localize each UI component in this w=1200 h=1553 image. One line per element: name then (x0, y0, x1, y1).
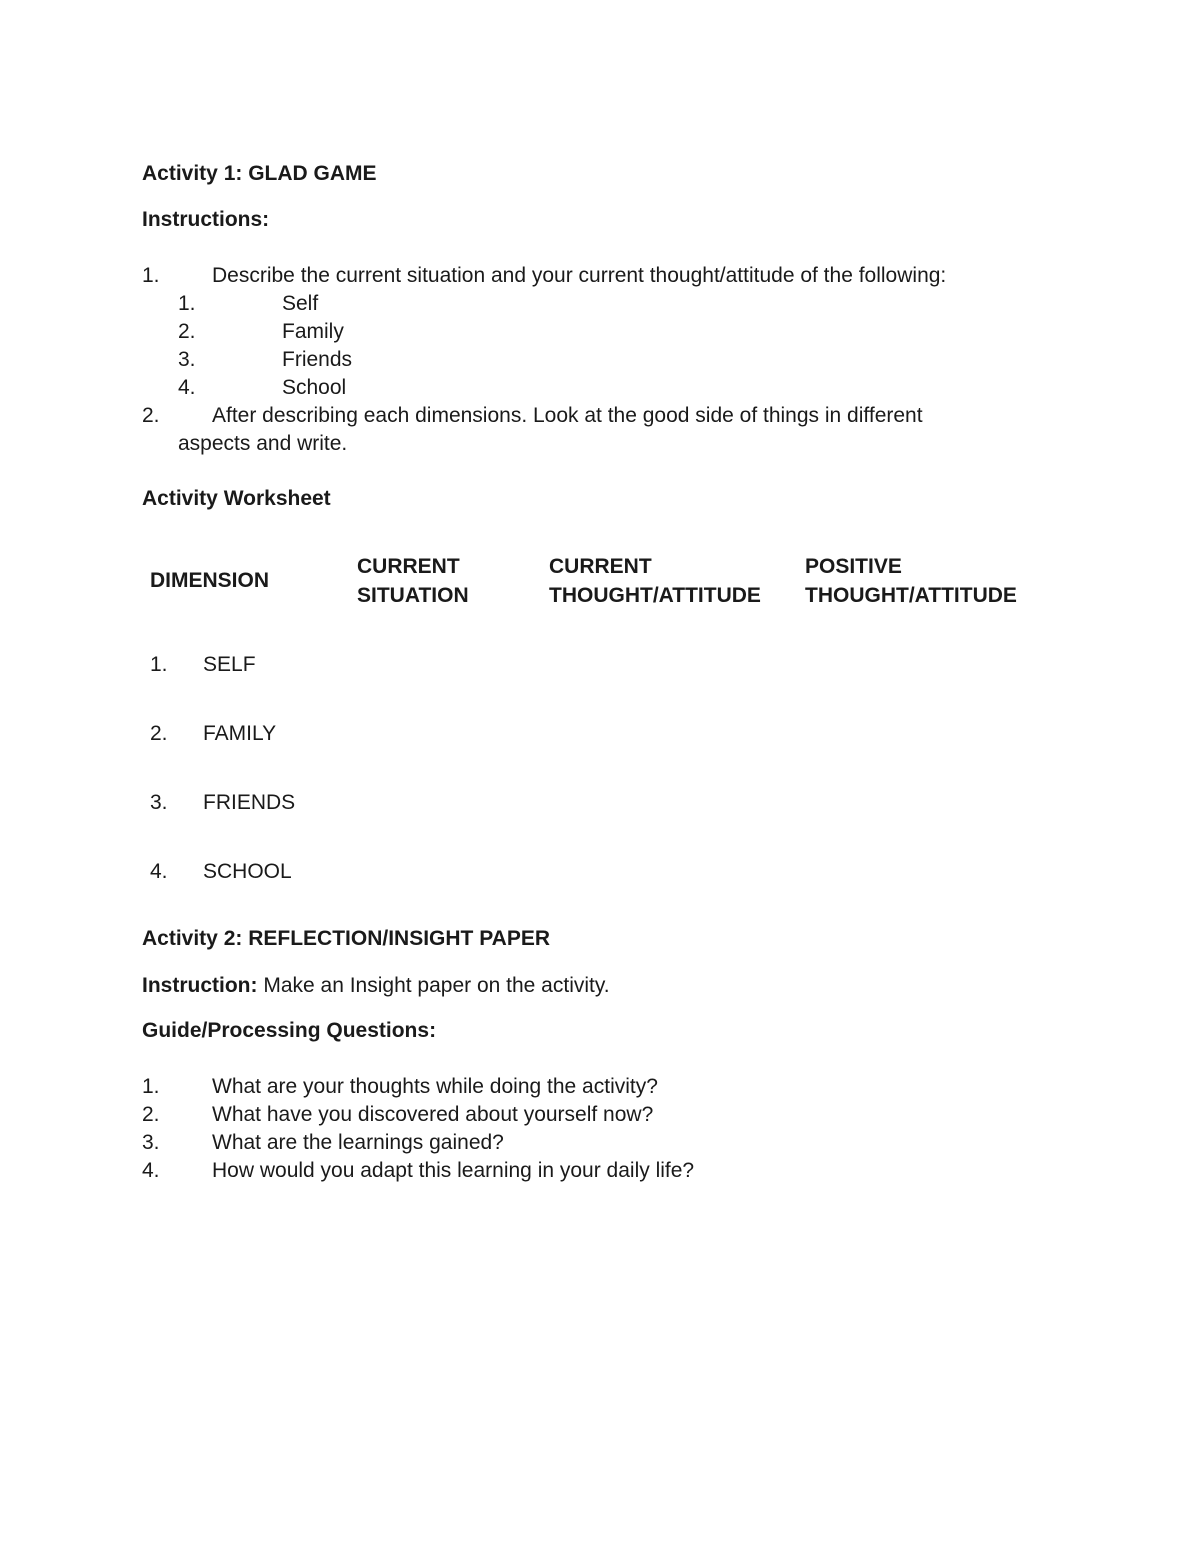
question-text: What are your thoughts while doing the activity? (212, 1075, 658, 1098)
column-header-dimension: DIMENSION (150, 569, 270, 592)
column-header-current-situation: SITUATION (357, 584, 469, 607)
sub-item-number: 1. (178, 292, 196, 315)
sub-item-number: 3. (178, 348, 196, 371)
question-number: 4. (142, 1159, 160, 1182)
question-number: 2. (142, 1103, 160, 1126)
step-number: 1. (142, 264, 160, 287)
activity2-title: Activity 2: REFLECTION/INSIGHT PAPER (142, 927, 550, 950)
question-number: 1. (142, 1075, 160, 1098)
row-label: SCHOOL (203, 860, 292, 883)
row-number: 3. (150, 791, 168, 814)
sub-item-text: Family (282, 320, 344, 343)
question-text: What have you discovered about yourself now? (212, 1103, 654, 1126)
column-header-current-situation: CURRENT (357, 555, 460, 578)
row-number: 2. (150, 722, 168, 745)
sub-item-text: Friends (282, 348, 353, 371)
question-number: 3. (142, 1131, 160, 1154)
step-text: Describe the current situation and your current thought/attitude of the following: (212, 264, 947, 287)
sub-item-number: 4. (178, 376, 196, 399)
row-number: 1. (150, 653, 168, 676)
question-text: What are the learnings gained? (212, 1131, 504, 1154)
column-header-current-thought: THOUGHT/ATTITUDE (549, 584, 761, 607)
questions-heading: Guide/Processing Questions: (142, 1019, 437, 1042)
column-header-positive-thought: POSITIVE (805, 555, 902, 578)
sub-item-text: Self (282, 292, 319, 315)
instruction-text: Make an Insight paper on the activity. (257, 974, 610, 997)
activity2-instruction (142, 975, 610, 996)
worksheet-heading: Activity Worksheet (142, 487, 331, 510)
row-label: FRIENDS (203, 791, 296, 814)
row-label: FAMILY (203, 722, 277, 745)
question-text: How would you adapt this learning in your daily life? (212, 1159, 695, 1182)
instruction-label: Instruction: (142, 974, 258, 997)
step-number: 2. (142, 404, 160, 427)
column-header-positive-thought: THOUGHT/ATTITUDE (805, 584, 1017, 607)
instructions-heading: Instructions: (142, 208, 270, 231)
row-label: SELF (203, 653, 256, 676)
row-number: 4. (150, 860, 168, 883)
sub-item-number: 2. (178, 320, 196, 343)
step-text-line: After describing each dimensions. Look at the good side of things in different (212, 404, 923, 427)
activity1-title: Activity 1: GLAD GAME (142, 162, 377, 185)
column-header-current-thought: CURRENT (549, 555, 652, 578)
sub-item-text: School (282, 376, 347, 399)
step-text-line: aspects and write. (178, 432, 348, 455)
